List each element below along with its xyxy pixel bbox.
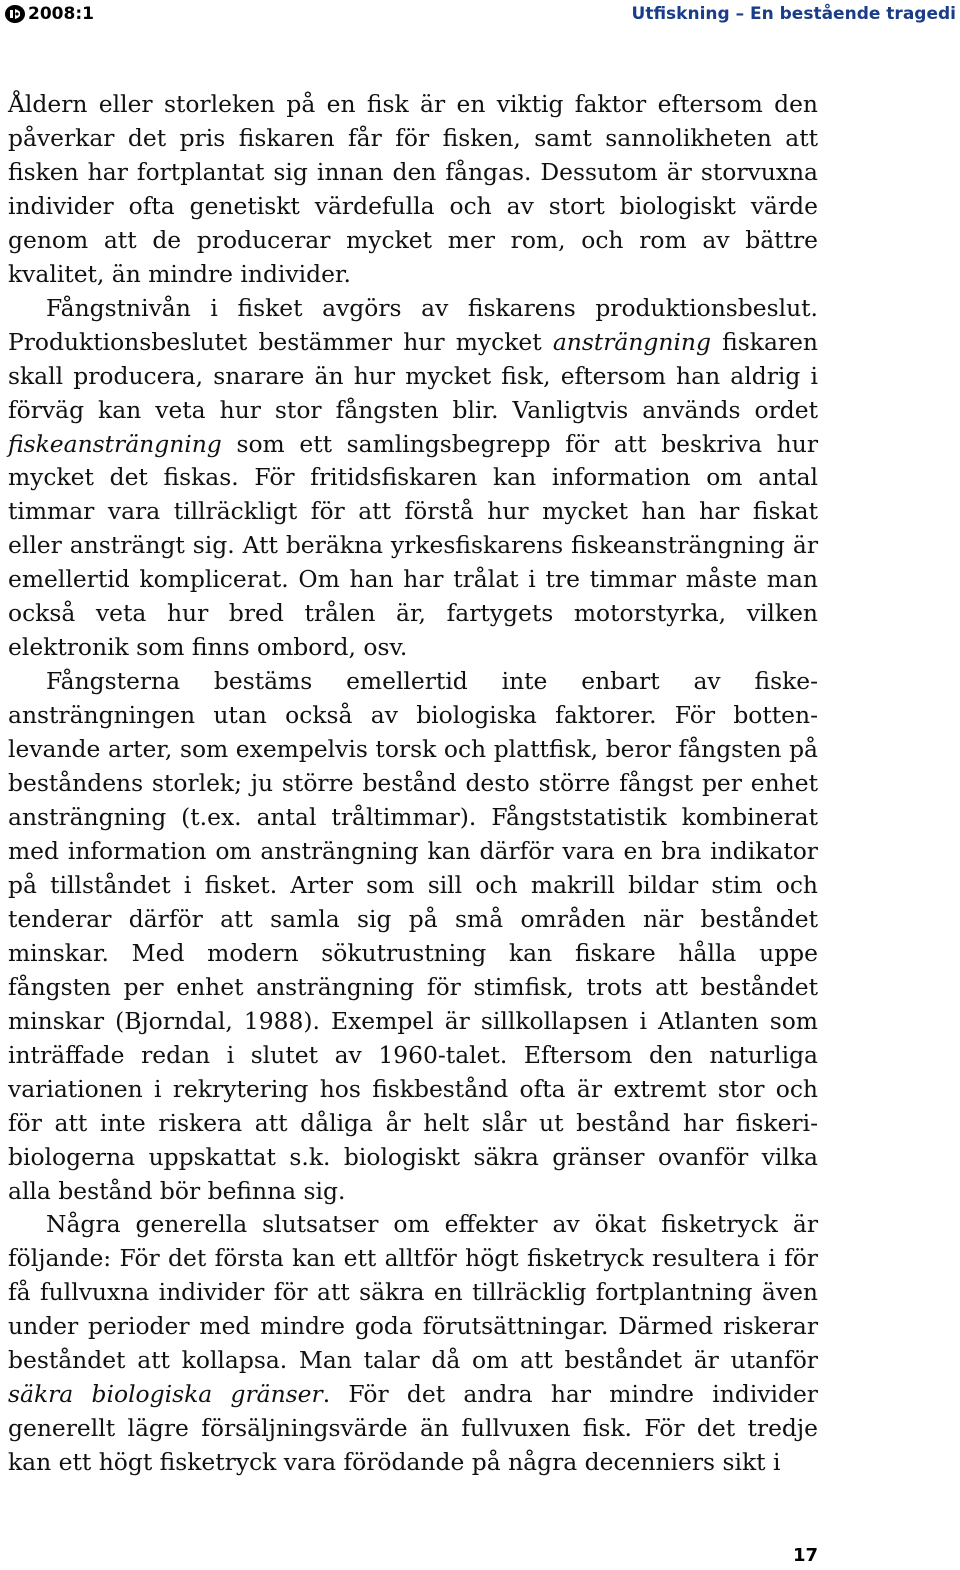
paragraph-text: Fångstnivån i fisket avgörs av fiskarens produktionsbeslut. Produktionsbeslutet bestämmer hur mycket: [8, 293, 818, 356]
paragraph: [8, 665, 818, 1208]
emphasis-term: ansträngning: [552, 327, 711, 356]
page-number: 17: [792, 1545, 818, 1566]
issue-label: 2008:1: [28, 4, 94, 24]
paragraph-text: som ett samlingsbegrepp för att beskriva hur mycket det fiskas. För fritidsfiskaren kan information om antal timmar vara tillräckligt för att förstå hur mycket han har fiskat eller ansträngt sig. Att beräkna yrkesfiskarens fiskeansträngning är emellertid komplicerat. Om han har trålat i tre timmar måste man också veta hur bred trålen är, fartygets motorstyrka, vilken elektronik som finns ombord, osv.: [8, 429, 818, 662]
paragraph-text: fiskaren skall producera, snarare än hur mycket fisk, eftersom han aldrig i förväg kan veta hur stor fångsten blir. Vanligtvis används ordet: [8, 327, 818, 424]
paragraph-text: Fångsterna bestäms emellertid inte enbart av fiskeansträngningen utan också av biologiska faktorer. För bottenlevande arter, som exempelvis torsk och plattfisk, beror fångsten på beståndens storlek; ju större bestånd desto större fångst per enhet ansträngning (t.ex. antal tråltimmar). Fångststatistik kombinerat med information om ansträngning kan därför vara en bra indikator på tillståndet i fisket. Arter som sill och makrill bildar stim och tenderar därför att samla sig på små områden när beståndet minskar. Med modern sökutrustning kan fiskare hålla uppe fångsten per enhet ansträngning för stimfisk, trots att beståndet minskar (Bjorndal, 1988). Exempel är sillkollapsen i Atlanten som inträffade redan i slutet av 1960-talet. Eftersom den naturliga variationen i rekrytering hos fiskbestånd ofta är extremt stor och för att inte riskera att dåliga år helt slår ut bestånd har fiskeribiologerna uppskattat s.k. biologiskt säkra gränser ovanför vilka alla bestånd bör befinna sig.: [8, 667, 818, 1205]
journal-issue: [4, 4, 94, 24]
emphasis-term: fiskeansträngning: [8, 429, 222, 458]
paragraph: [8, 292, 818, 665]
paragraph: [8, 88, 818, 292]
paragraph-text: Åldern eller storleken på en fisk är en viktig faktor eftersom den påverkar det pris fiskaren får för fisken, samt sannolikheten att fisken har fortplantat sig innan den fångas. Dessutom är storvuxna individer ofta genetiskt värdefulla och av stort biologiskt värde genom att de producerar mycket mer rom, och rom av bättre kvalitet, än mindre individer.: [8, 90, 818, 288]
journal-logo-icon: [4, 4, 26, 24]
running-title: Utfiskning – En bestående tragedi: [631, 4, 956, 24]
paragraph-text: . För det andra har mindre individer generellt lägre försäljningsvärde än fullvuxen fisk. För det tredje kan ett högt fisketryck vara förödande på några decenniers sikt i: [8, 1380, 818, 1477]
paragraph-text: Några generella slutsatser om effekter av ökat fisketryck är följande: För det första kan ett alltför högt fisketryck resultera i för få fullvuxna individer för att säkra en tillräcklig fortplantning även under perioder med mindre goda förutsättningar. Därmed riskerar beståndet att kollapsa. Man talar då om att beståndet är utanför: [8, 1210, 818, 1375]
article-body: [8, 88, 818, 1480]
paragraph: [8, 1208, 818, 1480]
page-header: [0, 0, 960, 30]
emphasis-term: säkra biologiska gränser: [8, 1380, 323, 1409]
